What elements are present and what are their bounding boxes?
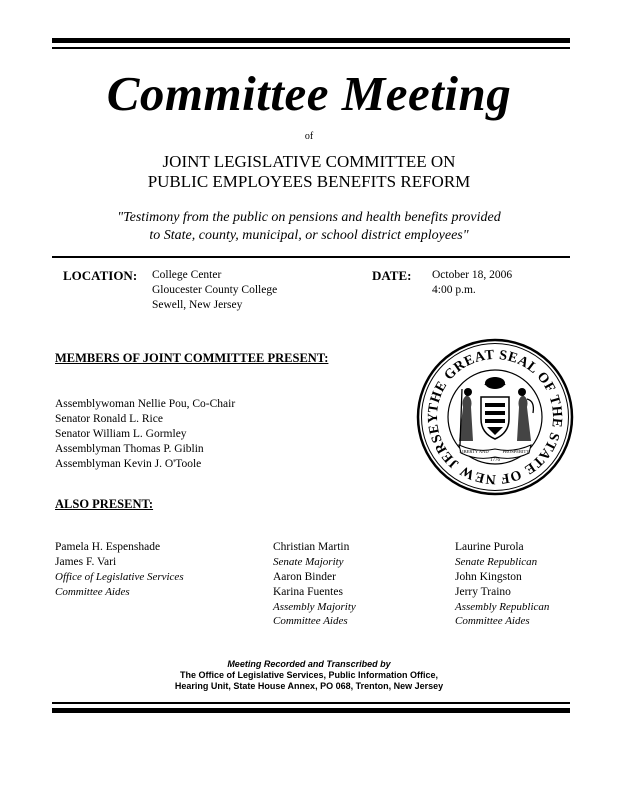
- member-item: Assemblyman Thomas P. Giblin: [55, 443, 204, 455]
- staff-name: James F. Vari: [55, 556, 117, 568]
- staff-name: Aaron Binder: [273, 570, 336, 583]
- location-line: Sewell, New Jersey: [152, 299, 243, 311]
- seal-year: 1776: [490, 458, 500, 463]
- members-heading: MEMBERS OF JOINT COMMITTEE PRESENT:: [55, 351, 329, 365]
- member-item: Assemblyman Kevin J. O'Toole: [55, 458, 202, 470]
- meeting-subtitle: [0, 209, 618, 245]
- member-item: Assemblywoman Nellie Pou, Co-Chair: [55, 398, 236, 410]
- also-present-column-1: [55, 540, 184, 599]
- seal-banner-right: PROSPERITY: [502, 449, 530, 454]
- location-value: [152, 268, 277, 313]
- committee-line-2: PUBLIC EMPLOYEES BENEFITS REFORM: [147, 172, 471, 191]
- member-item: Senator Ronald L. Rice: [55, 413, 163, 425]
- staff-role: Committee Aides: [55, 585, 130, 598]
- staff-role: Assembly Majority: [273, 600, 356, 613]
- footer-line-2: Hearing Unit, State House Annex, PO 068, Trenton, New Jersey: [174, 681, 444, 691]
- footer-heading: Meeting Recorded and Transcribed by: [227, 659, 391, 669]
- staff-name: Jerry Traino: [455, 585, 511, 598]
- bottom-rule-thick: [52, 708, 570, 713]
- date-line: October 18, 2006: [432, 269, 513, 281]
- subtitle-line-1: "Testimony from the public on pensions and health benefits provided: [117, 210, 501, 225]
- staff-role: Office of Legislative Services: [55, 571, 184, 583]
- committee-line-1: JOINT LEGISLATIVE COMMITTEE ON: [162, 152, 456, 171]
- subtitle-line-2: to State, county, municipal, or school district employees": [149, 228, 469, 243]
- staff-role: Assembly Republican: [455, 600, 550, 613]
- page-title: Committee Meeting: [106, 66, 512, 121]
- staff-role: Senate Republican: [455, 556, 538, 568]
- staff-name: Karina Fuentes: [273, 585, 343, 598]
- seal-ring-text: THE GREAT SEAL OF THE STATE OF NEW JERSEY: [425, 347, 565, 487]
- staff-role: Committee Aides: [455, 615, 530, 627]
- staff-name: Christian Martin: [273, 541, 350, 553]
- also-present-column-3: [455, 540, 549, 629]
- location-line: College Center: [152, 269, 222, 281]
- state-seal-icon: [415, 337, 575, 497]
- transcription-footer: [0, 659, 618, 692]
- also-present-column-2: [273, 540, 356, 629]
- staff-name: Laurine Purola: [455, 541, 524, 553]
- date-label: DATE:: [372, 268, 412, 283]
- staff-name: John Kingston: [455, 570, 522, 583]
- footer-line-1: The Office of Legislative Services, Public Information Office,: [179, 670, 439, 680]
- time-line: 4:00 p.m.: [432, 284, 476, 296]
- date-value: [432, 268, 512, 298]
- section-divider: [52, 256, 570, 258]
- member-item: Senator William L. Gormley: [55, 428, 187, 440]
- top-rule-thin: [52, 47, 570, 49]
- bottom-rule-thin: [52, 702, 570, 704]
- location-line: Gloucester County College: [152, 284, 278, 296]
- top-rule-thick: [52, 38, 570, 43]
- members-list: [55, 397, 235, 472]
- also-present-heading: ALSO PRESENT:: [55, 497, 154, 511]
- staff-role: Committee Aides: [273, 615, 348, 627]
- seal-banner-left: LIBERTY AND: [459, 449, 489, 454]
- staff-role: Senate Majority: [273, 556, 344, 568]
- location-label: LOCATION:: [63, 268, 138, 283]
- committee-name: [0, 152, 618, 192]
- staff-name: Pamela H. Espenshade: [55, 541, 161, 553]
- of-label: of: [304, 131, 314, 142]
